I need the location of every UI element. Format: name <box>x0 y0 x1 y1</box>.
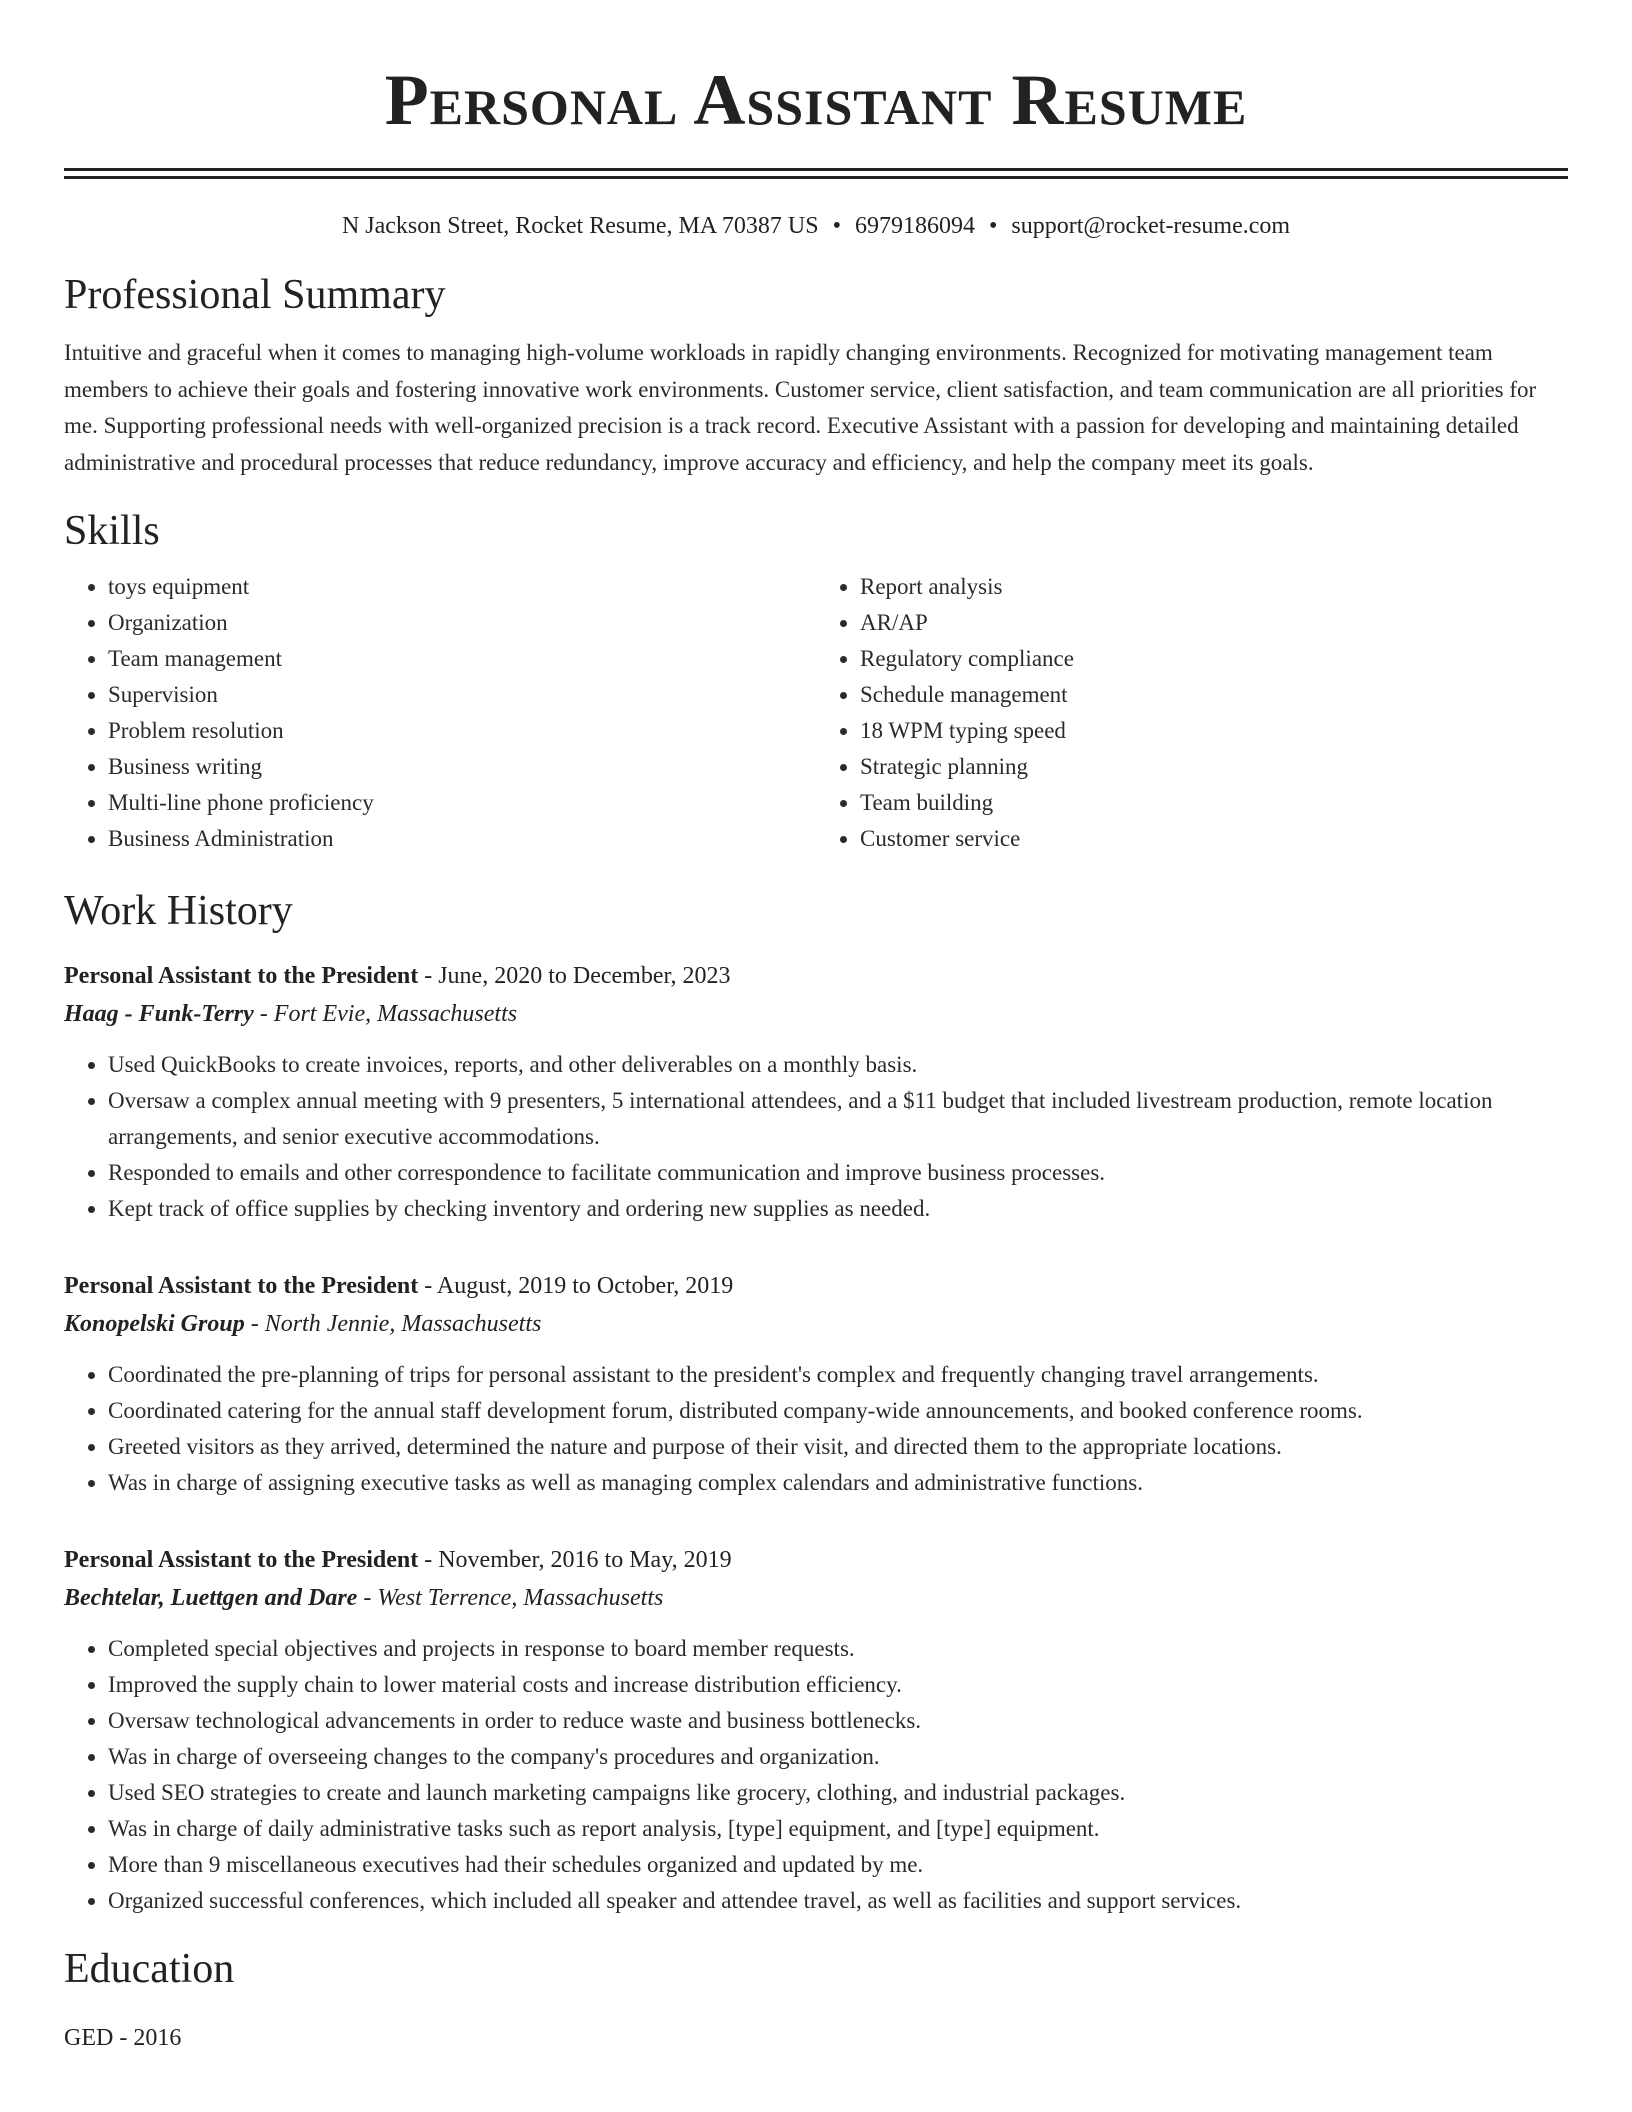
resume-title: Personal Assistant Resume <box>384 60 1248 140</box>
job-entry <box>64 957 1568 1227</box>
contact-line <box>64 211 1568 241</box>
contact-separator: • <box>832 213 841 239</box>
skill-item: • 18 WPM typing speed <box>860 713 1568 749</box>
job-location: - West Terrence, Massachusetts <box>363 1585 664 1611</box>
skill-item: • Strategic planning <box>860 749 1568 785</box>
job-company: Bechtelar, Luettgen and Dare <box>64 1585 358 1611</box>
job-header <box>64 1541 1568 1579</box>
job-bullet: • Kept track of office supplies by checking inventory and ordering new supplies as needed. <box>108 1191 1568 1227</box>
skills-heading: Skills <box>64 508 160 554</box>
skills-list-right <box>816 569 1568 857</box>
education-year: - 2016 <box>119 2025 182 2051</box>
skill-item: • Business writing <box>108 749 816 785</box>
job-company: Konopelski Group <box>64 1311 245 1337</box>
skill-item: • Team building <box>860 785 1568 821</box>
skill-item: • Regulatory compliance <box>860 641 1568 677</box>
job-location: - Fort Evie, Massachusetts <box>259 1001 518 1027</box>
skill-item: • Team management <box>108 641 816 677</box>
job-bullet: • Was in charge of daily administrative tasks such as report analysis, [type] equipment, and [type] equipment. <box>108 1811 1568 1847</box>
job-bullet: • More than 9 miscellaneous executives had their schedules organized and updated by me. <box>108 1847 1568 1883</box>
job-entry <box>64 1267 1568 1501</box>
job-company-line <box>64 1579 1568 1617</box>
job-bullet: • Greeted visitors as they arrived, determined the nature and purpose of their visit, and directed them to the appropriate locations. <box>108 1429 1568 1465</box>
job-bullet: • Completed special objectives and projects in response to board member requests. <box>108 1631 1568 1667</box>
education-heading: Education <box>64 1946 235 1992</box>
job-bullet: • Improved the supply chain to lower material costs and increase distribution efficiency. <box>108 1667 1568 1703</box>
job-dates: - August, 2019 to October, 2019 <box>424 1273 734 1299</box>
skill-item: • Problem resolution <box>108 713 816 749</box>
job-bullet: • Coordinated the pre-planning of trips for personal assistant to the president's complex and frequently changing travel arrangements. <box>108 1357 1568 1393</box>
job-header <box>64 957 1568 995</box>
contact-address: N Jackson Street, Rocket Resume, MA 70387 US <box>341 213 819 239</box>
job-location: - North Jennie, Massachusetts <box>250 1311 542 1337</box>
skills-section <box>64 505 1568 857</box>
skill-item: • Customer service <box>860 821 1568 857</box>
work-history-section <box>64 885 1568 1919</box>
job-bullet: • Oversaw technological advancements in order to reduce waste and business bottlenecks. <box>108 1703 1568 1739</box>
job-bullets <box>64 1631 1568 1919</box>
skills-list-left <box>64 569 816 857</box>
job-bullet: • Used SEO strategies to create and launch marketing campaigns like grocery, clothing, and industrial packages. <box>108 1775 1568 1811</box>
skill-item: • Schedule management <box>860 677 1568 713</box>
summary-heading: Professional Summary <box>64 272 446 318</box>
job-bullet: • Coordinated catering for the annual staff development forum, distributed company-wide announcements, and booked conference rooms. <box>108 1393 1568 1429</box>
title-double-rule <box>64 168 1568 179</box>
skill-item: • Supervision <box>108 677 816 713</box>
skill-item: • Multi-line phone proficiency <box>108 785 816 821</box>
job-header <box>64 1267 1568 1305</box>
skill-item: • Report analysis <box>860 569 1568 605</box>
contact-email: support@rocket-resume.com <box>1011 213 1291 239</box>
job-bullet: • Was in charge of assigning executive tasks as well as managing complex calendars and administrative functions. <box>108 1465 1568 1501</box>
skill-item: • Business Administration <box>108 821 816 857</box>
summary-text: Intuitive and graceful when it comes to managing high-volume workloads in rapidly changing environments. Recognized for motivating management team members to achieve their goals and fostering innovative work environments. Customer service, client satisfaction, and team communication are all priorities for me. Supporting professional needs with well-organized precision is a track record. Executive Assistant with a passion for developing and maintaining detailed administrative and procedural processes that reduce redundancy, improve accuracy and efficiency, and help the company meet its goals. <box>64 340 1537 475</box>
job-company-line <box>64 995 1568 1033</box>
work-history-heading: Work History <box>64 888 293 934</box>
job-bullet: • Was in charge of overseeing changes to the company's procedures and organization. <box>108 1739 1568 1775</box>
contact-phone: 6979186094 <box>854 213 975 239</box>
job-company-line <box>64 1305 1568 1343</box>
skill-item: • AR/AP <box>860 605 1568 641</box>
education-degree: GED <box>64 2025 114 2051</box>
job-title: Personal Assistant to the President <box>64 1273 419 1299</box>
job-bullets <box>64 1047 1568 1227</box>
contact-separator: • <box>988 213 998 239</box>
job-dates: - June, 2020 to December, 2023 <box>424 963 731 989</box>
job-entry <box>64 1541 1568 1919</box>
job-bullets <box>64 1357 1568 1501</box>
job-bullet: • Oversaw a complex annual meeting with 9 presenters, 5 international attendees, and a $11 budget that included livestream production, remote location arrangements, and senior executive accommodations. <box>108 1083 1568 1155</box>
job-dates: - November, 2016 to May, 2019 <box>424 1547 732 1573</box>
job-bullet: • Used QuickBooks to create invoices, reports, and other deliverables on a monthly basis. <box>108 1047 1568 1083</box>
job-title: Personal Assistant to the President <box>64 1547 419 1573</box>
professional-summary-section <box>64 269 1568 481</box>
job-bullet: • Organized successful conferences, which included all speaker and attendee travel, as well as facilities and support services. <box>108 1883 1568 1919</box>
education-section <box>64 1943 1568 2057</box>
job-title: Personal Assistant to the President <box>64 963 419 989</box>
skill-item: • Organization <box>108 605 816 641</box>
job-company: Haag - Funk-Terry <box>64 1001 254 1027</box>
skill-item: • toys equipment <box>108 569 816 605</box>
skills-columns <box>64 569 1568 857</box>
education-entry <box>64 2019 1568 2057</box>
job-bullet: • Responded to emails and other correspondence to facilitate communication and improve business processes. <box>108 1155 1568 1191</box>
